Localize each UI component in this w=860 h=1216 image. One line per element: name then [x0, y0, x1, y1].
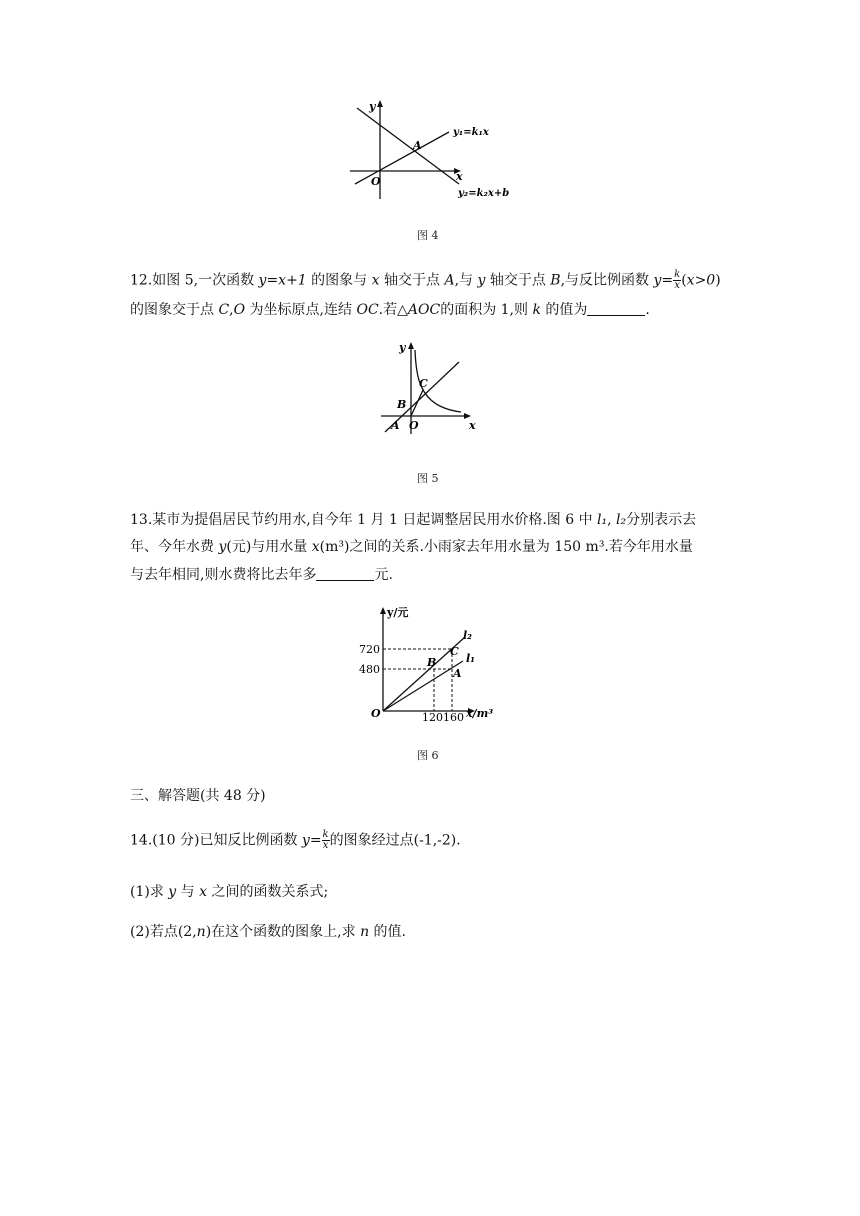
- question-14-part2: (2)若点(2,n)在这个函数的图象上,求 n 的值.: [130, 924, 406, 940]
- fig4-x: x: [456, 170, 463, 183]
- question-14-stem: 14.(10 分)已知反比例函数 y= $\frac{k}{x}$ 的图象经过点(-1,-2).: [130, 829, 461, 851]
- section-3-heading: 三、解答题(共 48 分): [130, 788, 266, 804]
- fig4-l2-label: y₂=k₂x+b: [458, 188, 510, 199]
- figure-6-caption: 图 6: [417, 749, 439, 762]
- fig6-a: A: [453, 667, 462, 680]
- fig5-b: B: [397, 398, 407, 411]
- fig6-tick-160: 160: [443, 711, 464, 724]
- fig6-xlabel: x/m³: [466, 707, 494, 720]
- question-13-line3: 与去年相同,则水费将比去年多 元.: [130, 567, 393, 583]
- fig6-c: C: [450, 645, 459, 658]
- line-y1: [355, 132, 449, 184]
- fig5-o: O: [409, 419, 419, 432]
- figure-5-caption: 图 5: [417, 472, 439, 485]
- fig5-y: y: [399, 341, 406, 354]
- figure-5: [375, 338, 485, 438]
- fig6-ylabel: y/元: [387, 606, 409, 619]
- figure-4: [345, 96, 520, 206]
- fig4-l1-label: y₁=k₁x: [453, 127, 489, 138]
- question-12-line1: 12.如图 5,一次函数 y=x+1 的图象与 x 轴交于点 A,与 y 轴交于点 B,与反比例函数 y= $\frac{k}{x}$ (x>0): [130, 269, 721, 291]
- fig6-tick-480: 480: [359, 663, 380, 676]
- fig4-o: O: [371, 175, 381, 188]
- segment-oc: [411, 390, 423, 416]
- fig5-c: C: [419, 377, 428, 390]
- fig6-tick-720: 720: [359, 643, 380, 656]
- fig5-a: A: [391, 419, 400, 432]
- question-14-part1: (1)求 y 与 x 之间的函数关系式;: [130, 884, 329, 900]
- fig5-x: x: [469, 419, 476, 432]
- fig6-b: B: [427, 656, 437, 669]
- fraction-k-over-x: $\frac{k}{x}$: [674, 269, 681, 291]
- question-13-line2: 年、今年水费 y(元)与用水量 x(m³)之间的关系.小雨家去年用水量为 150 m³.若今年用水量: [130, 539, 693, 555]
- figure-4-caption: 图 4: [417, 229, 439, 242]
- answer-blank-12: [587, 303, 645, 316]
- fig4-a: A: [413, 139, 422, 152]
- question-12-line2: 的图象交于点 C,O 为坐标原点,连结 OC.若△AOC的面积为 1,则 k 的值为 .: [130, 302, 650, 318]
- question-13-line1: 13.某市为提倡居民节约用水,自今年 1 月 1 日起调整居民用水价格.图 6 中 l₁, l₂分别表示去: [130, 512, 697, 528]
- fig6-tick-120: 120: [422, 711, 443, 724]
- figure-6: [355, 603, 515, 725]
- fig6-l2-label: l₂: [463, 629, 472, 642]
- fig4-y: y: [369, 100, 376, 113]
- fig6-o: O: [371, 707, 381, 720]
- answer-blank-13: [316, 568, 374, 581]
- line-y2: [357, 108, 459, 184]
- fig6-l1-label: l₁: [466, 652, 475, 665]
- fraction-k-over-x: $\frac{k}{x}$: [322, 829, 329, 851]
